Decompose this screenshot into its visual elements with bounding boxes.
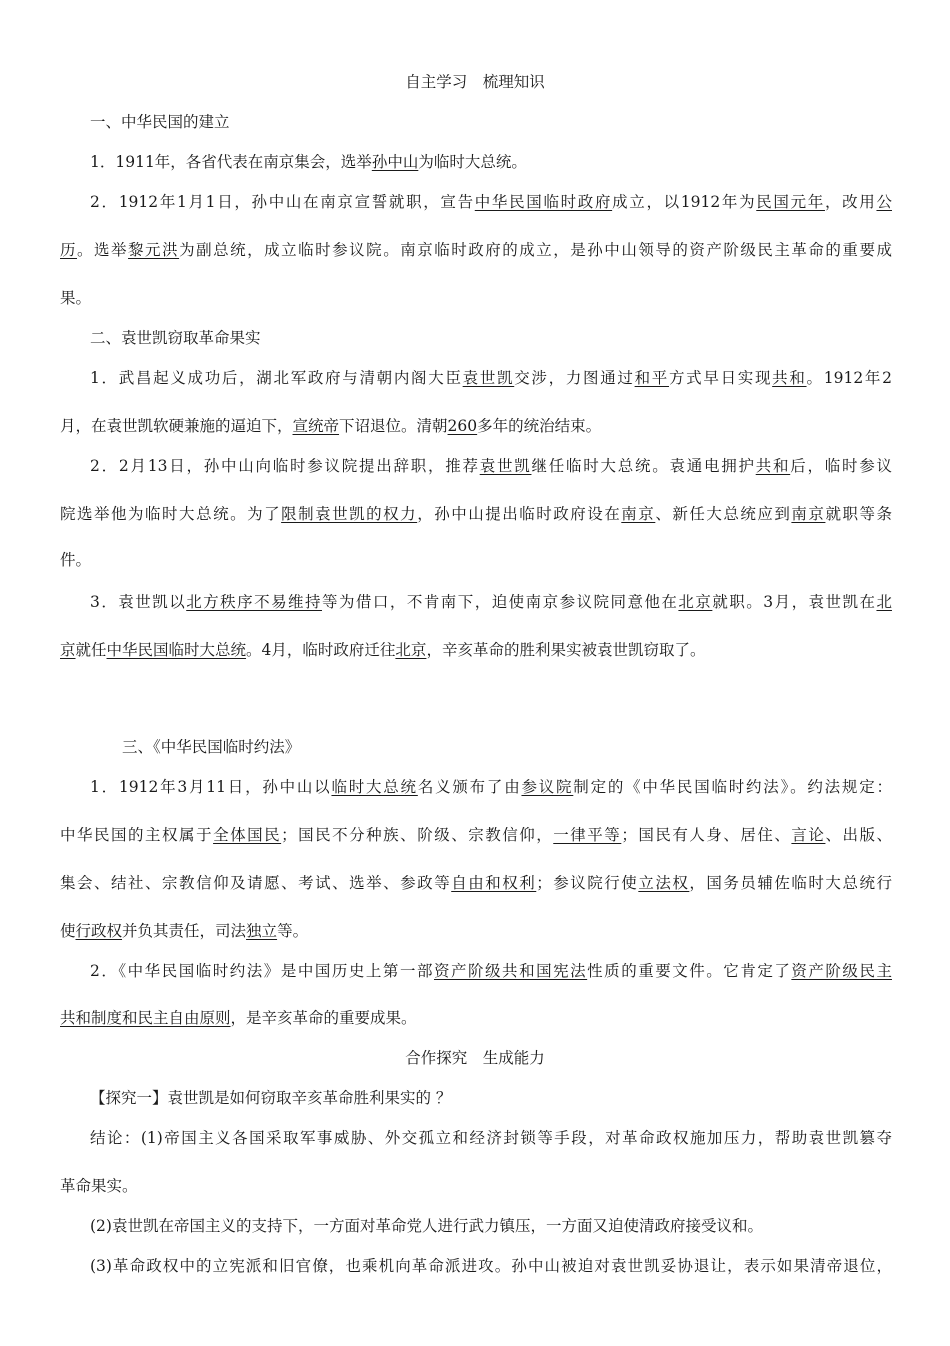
answer-blank: 北京 — [395, 641, 427, 659]
answer-blank: 共和 — [772, 369, 807, 387]
text-segment: ；国民不分种族、阶级、宗教信仰， — [281, 826, 554, 844]
answer-blank: 立法权 — [638, 874, 690, 892]
text-segment: 结论：(1)帝国主义各国采取军事威胁、外交孤立和经济封锁等手段，对革命政权施加压力，帮助袁世凯篡夺 — [90, 1129, 892, 1147]
text-segment: 。1912年2 — [806, 369, 892, 387]
text-segment: 并负其责任，司法 — [122, 922, 247, 940]
text-line — [60, 416, 892, 436]
text-segment: ，改用 — [824, 193, 877, 211]
section-heading-cooperative-inquiry: 合作探究 生成能力 — [405, 1049, 545, 1067]
text-segment: 为临时大总统。 — [418, 153, 527, 171]
text-segment: 。4月，临时政府迁往 — [246, 641, 396, 659]
answer-blank: 共和 — [755, 457, 791, 475]
text-line — [60, 504, 892, 524]
text-segment: 方式早日实现 — [668, 369, 773, 387]
answer-blank: 行政权 — [75, 922, 123, 940]
answer-blank: 共和制度和民主自由原则 — [60, 1009, 231, 1027]
answer-blank: 言论 — [791, 826, 826, 844]
text-line — [90, 777, 892, 797]
text-segment: 集会、结社、宗教信仰及请愿、考试、选举、参政等 — [60, 874, 452, 892]
text-line — [90, 961, 892, 981]
text-segment: 、新任大总统应到 — [655, 505, 792, 523]
text-line — [60, 1176, 892, 1196]
text-line — [90, 1128, 892, 1148]
text-segment: 就职。3月，袁世凯在 — [712, 593, 877, 611]
answer-blank: 260 — [447, 417, 478, 435]
text-line — [90, 192, 892, 212]
text-segment: 中华民国的主权属于 — [60, 826, 214, 844]
text-segment: 果。 — [60, 289, 92, 307]
text-segment: 就任 — [75, 641, 107, 659]
answer-blank: 一律平等 — [553, 826, 622, 844]
text-line — [60, 640, 892, 660]
text-segment: ，辛亥革命的胜利果实被袁世凯窃取了。 — [426, 641, 706, 659]
text-line — [90, 1256, 892, 1276]
text-segment: 【探究一】袁世凯是如何窃取辛亥革命胜利果实的 ？ — [90, 1089, 452, 1107]
answer-blank: 中华民国临时政府 — [474, 193, 613, 211]
text-segment: 后，临时参议 — [790, 457, 892, 475]
text-line — [90, 456, 892, 476]
text-segment: 等为借口，不肯南下，迫使南京参议院同意他在 — [321, 593, 679, 611]
answer-blank: 孙中山 — [371, 153, 419, 171]
text-segment: 革命果实。 — [60, 1177, 138, 1195]
answer-blank: 独立 — [246, 922, 278, 940]
text-segment: 2．《中华民国临时约法》是中国历史上第一部 — [90, 962, 434, 980]
answer-blank: 袁世凯 — [479, 457, 532, 475]
answer-blank: 历 — [60, 241, 78, 259]
text-segment: 一、中华民国的建立 — [90, 113, 230, 131]
answer-blank: 公 — [876, 193, 892, 211]
text-line — [60, 921, 892, 941]
text-line — [90, 112, 892, 132]
text-line — [90, 152, 892, 172]
text-segment: 交涉，力图通过 — [514, 369, 635, 387]
text-segment: 多年的统治结束。 — [477, 417, 602, 435]
text-segment: ；参议院行使 — [536, 874, 639, 892]
text-line — [60, 288, 892, 308]
text-segment: 制定的《中华民国临时约法》。约法规定： — [573, 778, 892, 796]
text-segment: 为副总统，成立临时参议院。南京临时政府的成立，是孙中山领导的资产阶级民主革命的重要成 — [179, 241, 892, 259]
text-segment: 月，在袁世凯软硬兼施的逼迫下， — [60, 417, 293, 435]
text-segment: 院选举他为临时大总统。为了 — [60, 505, 282, 523]
text-line — [60, 873, 892, 893]
answer-blank: 临时大总统 — [331, 778, 418, 796]
answer-blank: 资产阶级共和国宪法 — [433, 962, 588, 980]
text-segment: 1．1912年3月11日，孙中山以 — [90, 778, 332, 796]
text-segment: ，孙中山提出临时政府设在 — [417, 505, 622, 523]
text-segment: 名义颁布了由 — [417, 778, 522, 796]
text-segment: 1．武昌起义成功后，湖北军政府与清朝内阁大臣 — [90, 369, 463, 387]
text-segment: 件。 — [60, 551, 92, 569]
text-segment: 1．1911年，各省代表在南京集会，选举 — [90, 153, 372, 171]
text-line — [90, 592, 892, 612]
text-segment: 性质的重要文件。它肯定了 — [587, 962, 792, 980]
text-segment: 二、袁世凯窃取革命果实 — [90, 329, 261, 347]
text-segment: ，是辛亥革命的重要成果。 — [230, 1009, 417, 1027]
answer-blank: 南京 — [791, 505, 826, 523]
answer-blank: 京 — [60, 641, 76, 659]
answer-blank: 袁世凯 — [462, 369, 515, 387]
answer-blank: 自由和权利 — [451, 874, 537, 892]
text-segment: 3．袁世凯以 — [90, 593, 187, 611]
answer-blank: 中华民国临时大总统 — [106, 641, 247, 659]
text-line — [122, 737, 892, 757]
text-segment: ，国务员辅佐临时大总统行 — [689, 874, 892, 892]
text-segment: 2．2月13日，孙中山向临时参议院提出辞职，推荐 — [90, 457, 480, 475]
text-line — [90, 1216, 892, 1236]
text-segment: 继任临时大总统。袁通电拥护 — [531, 457, 756, 475]
text-segment: 就职等条 — [825, 505, 892, 523]
answer-blank: 黎元洪 — [128, 241, 180, 259]
text-line — [90, 1088, 892, 1108]
answer-blank: 宣统帝 — [292, 417, 340, 435]
answer-blank: 北京 — [678, 593, 713, 611]
answer-blank: 民国元年 — [756, 193, 825, 211]
answer-blank: 限制袁世凯的权力 — [281, 505, 418, 523]
text-segment: 下诏退位。清朝 — [339, 417, 448, 435]
text-segment: 2．1912年1月1日，孙中山在南京宣誓就职，宣告 — [90, 193, 475, 211]
text-line — [60, 550, 892, 570]
text-line — [60, 1008, 892, 1028]
text-segment: ；国民有人身、居住、 — [621, 826, 792, 844]
text-line — [90, 368, 892, 388]
answer-blank: 北方秩序不易维持 — [186, 593, 322, 611]
answer-blank: 北 — [876, 593, 892, 611]
answer-blank: 全体国民 — [213, 826, 282, 844]
text-segment: 。选举 — [77, 241, 129, 259]
text-segment: 三、《中华民国临时约法》 — [122, 738, 301, 756]
answer-blank: 和平 — [634, 369, 669, 387]
text-segment: (3)革命政权中的立宪派和旧官僚，也乘机向革命派进攻。孙中山被迫对袁世凯妥协退让，表示如果清帝退位， — [90, 1257, 892, 1275]
text-line — [60, 240, 892, 260]
section-heading-self-study: 自主学习 梳理知识 — [405, 73, 545, 91]
text-segment: 成立，以1912年为 — [612, 193, 757, 211]
answer-blank: 南京 — [621, 505, 656, 523]
text-line — [60, 825, 892, 845]
text-segment: 、出版、 — [825, 826, 892, 844]
text-segment: 等。 — [277, 922, 309, 940]
answer-blank: 资产阶级民主 — [791, 962, 892, 980]
text-segment: 使 — [60, 922, 76, 940]
text-line — [90, 328, 892, 348]
answer-blank: 参议院 — [521, 778, 574, 796]
text-segment: (2)袁世凯在帝国主义的支持下，一方面对革命党人进行武力镇压，一方面又迫使清政府接受议和。 — [90, 1217, 763, 1235]
